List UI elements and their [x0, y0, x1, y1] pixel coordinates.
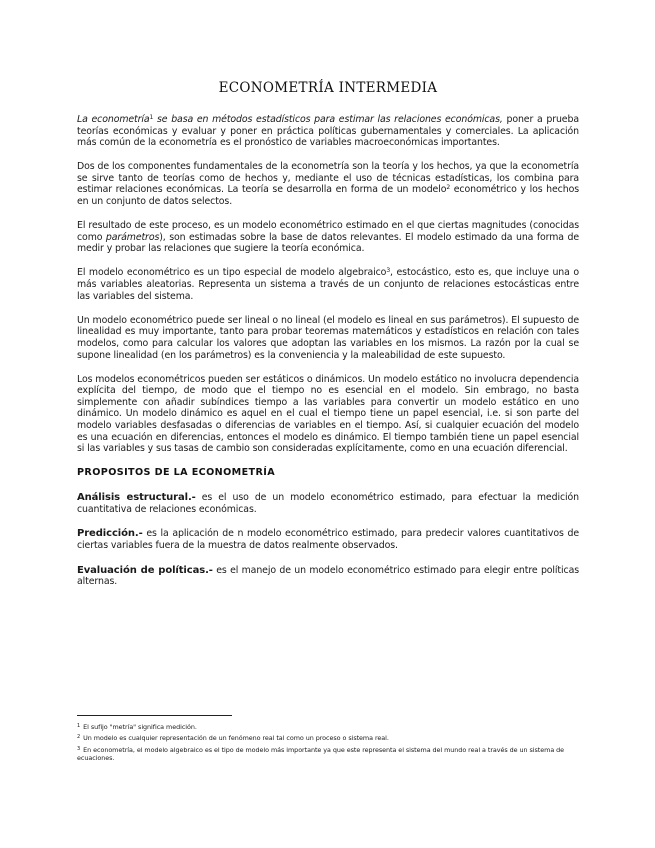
paragraph-result-italic: parámetros [105, 231, 160, 243]
purpose-text: es el manejo de un modelo econométrico estimado para elegir entre políticas alternas. [77, 564, 579, 588]
purpose-term: Evaluación de políticas.- [77, 564, 213, 576]
footnote-ref-3[interactable]: 3 [386, 267, 391, 275]
paragraph-result-before: El resultado de este proceso, es un modelo econométrico estimado en el que ciertas magnitudes (conocidas como [77, 220, 579, 243]
intro-italic-rest: se basa en métodos estadísticos para estimar las relaciones económicas, [153, 114, 503, 125]
purpose-item [77, 565, 579, 588]
paragraph-components [77, 161, 579, 207]
footnote [77, 746, 579, 763]
footnote [77, 723, 579, 731]
paragraph-static-dynamic: Los modelos econométricos pueden ser estáticos o dinámicos. Un modelo estático no involucra dependencia explícita del tiempo, de modo que el tiempo no es esencial en el modelo. Sin embrago, no basta simplemente con añadir subíndices tiempo a las variables para convertir un modelo estático en uno dinámico. Un modelo dinámico es aquel en el cual el tiempo tiene un papel esencial, i.e. si son parte del modelo variables desfasadas o diferencias de variables en el tiempo. Así, si cualquier ecuación del modelo es una ecuación en diferencias, entonces el modelo es dinámico. El tiempo también tiene un papel esencial si las variables y sus tasas de cambio son consideradas explícitamente, como en una ecuación diferencial. [77, 373, 579, 455]
document-title: ECONOMETRÍA INTERMEDIA [218, 80, 438, 96]
paragraph-result [77, 220, 579, 255]
section-title: PROPOSITOS DE LA ECONOMETRÍA [77, 467, 276, 479]
footnote-text: Un modelo es cualquier representación de un fenómeno real tal como un proceso o sistema real. [83, 734, 389, 743]
paragraph-result-after: ), son estimadas sobre la base de datos relevantes. El modelo estimado da una forma de medir y probar las relaciones que sugiere la teoría económica. [77, 231, 579, 255]
intro-italic-lead: La econometría [77, 114, 150, 125]
footnote-text: En econometría, el modelo algebraico es el tipo de modelo más importante ya que este representa el sistema del mundo real a través de un sistema de ecuaciones. [77, 745, 565, 763]
purpose-item [77, 492, 579, 515]
purpose-term: Predicción.- [77, 528, 143, 540]
purpose-text: es la aplicación de n modelo econométrico estimado, para predecir valores cuantitativos de ciertas variables fuera de la muestra de datos realmente observados. [77, 528, 579, 552]
footnote-divider [77, 715, 232, 716]
footnote-number: 1 [77, 723, 81, 729]
paragraph-components-rest: econométrico y los hechos en un conjunto de datos selectos. [77, 184, 580, 208]
purpose-item [77, 528, 579, 551]
footnotes [77, 715, 579, 766]
footnote-number: 2 [77, 734, 81, 741]
footnote-ref-1[interactable]: 1 [149, 114, 154, 121]
intro-paragraph [77, 114, 579, 149]
footnote [77, 734, 579, 742]
paragraph-linearity: Un modelo econométrico puede ser lineal o no lineal (el modelo es lineal en sus parámetros). El supuesto de linealidad es muy importante, tanto para probar teoremas matemáticos y estadísticos en relación con tales modelos, como para calcular los valores que adoptan las variables en los mismos. La razón por la cual se supone linealidad (en los parámetros) es la conveniencia y la maleabilidad de este supuesto. [77, 314, 579, 361]
purpose-text: es el uso de un modelo econométrico estimado, para efectuar la medición cuantitativa de relaciones económicas. [77, 492, 579, 515]
paragraph-components-text: Dos de los componentes fundamentales de la econometría son la teoría y los hechos, ya que la econometría se sirve tanto de teorías como de hechos y, mediante el uso de técnicas estadísticas, los combina para estimar relaciones económicas. La teoría se desarrolla en forma de un modelo [77, 161, 579, 196]
intro-rest: poner a prueba teorías económicas y evaluar y poner en práctica políticas gubernamentales y comerciales. La aplicación más común de la econometría es el pronóstico de variables macroeconómicas importantes. [77, 114, 579, 149]
paragraph-model-type-before: El modelo econométrico es un tipo especial de modelo algebraico [77, 267, 387, 279]
document-body [77, 80, 579, 601]
footnote-ref-2[interactable]: 2 [446, 184, 451, 192]
purpose-term: Análisis estructural.- [77, 492, 196, 504]
paragraph-model-type [77, 267, 579, 302]
paragraph-model-type-after: , estocástico, esto es, que incluye una o más variables aleatorias. Representa un sistema a través de un conjunto de relaciones estocásticas entre las variables del sistema. [77, 267, 579, 302]
footnote-number: 3 [77, 745, 81, 752]
footnote-text: El sufijo "metría" significa medición. [83, 723, 197, 731]
